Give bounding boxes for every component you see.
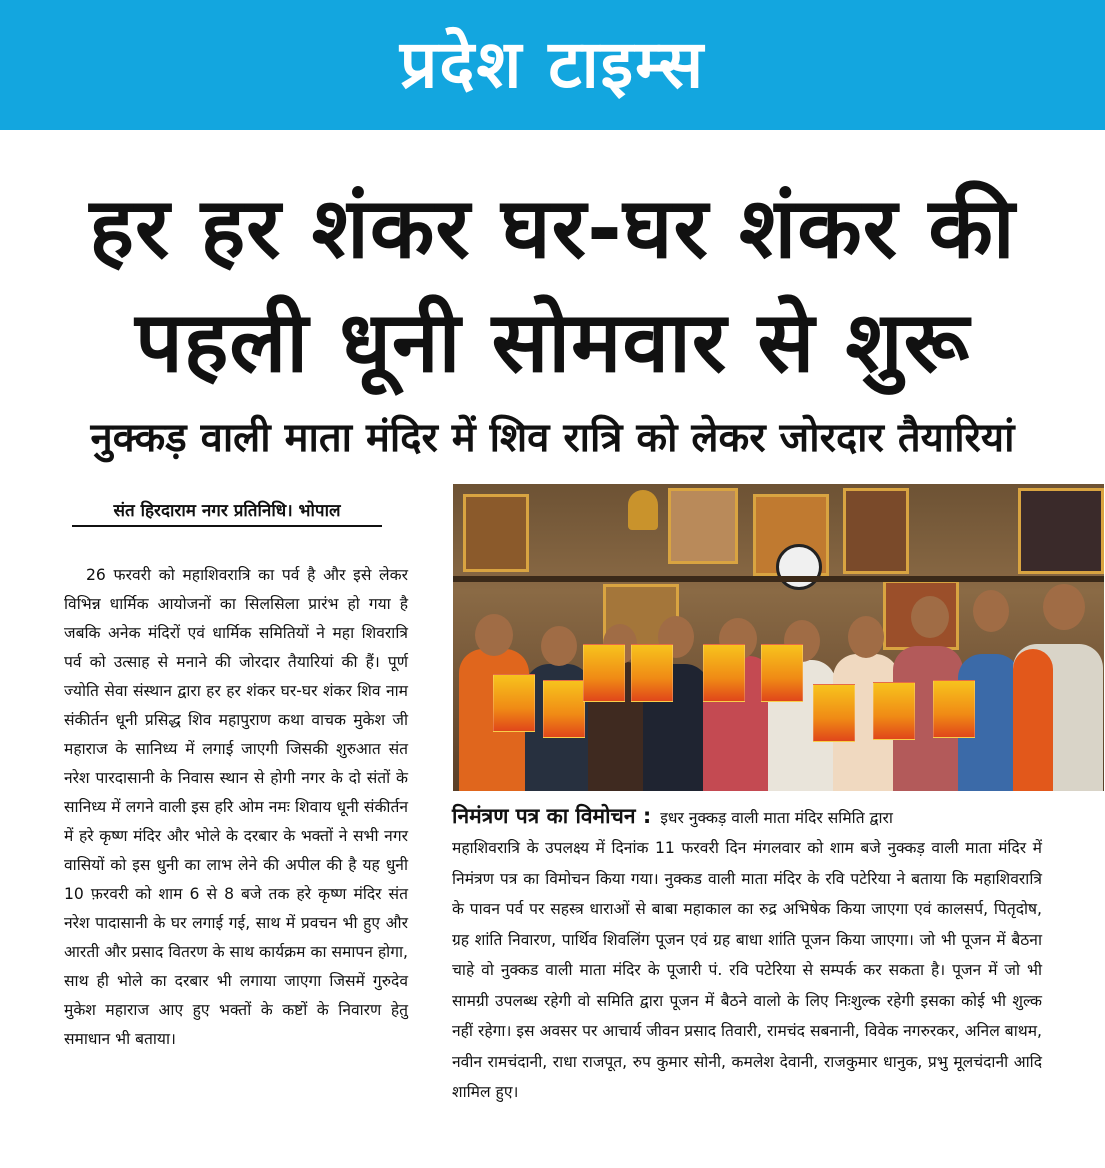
headline-line-1: हर हर शंकर घर-घर शंकर की [89,179,1016,277]
caption-lead-text: इधर नुक्कड़ वाली माता मंदिर समिति द्वारा [660,809,893,827]
headline-line-2: पहली धूनी सोमवार से शुरू [135,293,970,391]
right-article-body: महाशिवरात्रि के उपलक्ष्य में दिनांक 11 फरवरी दिन मंगलवार को शाम बजे नुक्कड़ वाली माता मंदिर में निमंत्रण पत्र का विमोचन किया गया। नुक्कड वाली माता मंदिर के रवि पटेरिया ने बताया कि महाशिवरात्रि के पावन पर्व पर सहस्त्र धाराओं से बाबा महाकाल का रुद्र अभिषेक किया जाएगा एवं कालसर्प, पितृदोष, ग्रह शांति निवारण, पार्थिव शिवलिंग पूजन एवं ग्रह बाधा शांति पूजन किया जाएगा। जो भी पूजन में बैठना चाहे वो नुक्कड वाली माता मंदिर के पूजारी पं. रवि पटेरिया से सम्पर्क कर सकता है। पूजन में जो भी सामग्री उपलब्ध रहेगी वो समिति द्वारा पूजन में बैठने वालो के लिए निःशुल्क रहेगी इसका कोई भी शुल्क नहीं रहेगा। इस अवसर पर आचार्य जीवन प्रसाद तिवारी, रामचंद सबनानी, विवेक नगरुरकर, अनिल बाथम, नवीन रामचंदानी, राधा राजपूत, रुप कुमार सोनी, कमलेश देवानी, राजकुमार धानुक, प्रभु मूलचंदानी आदि शामिल हुए। [452,839,1042,1101]
temple-bell [628,490,658,530]
wall-clock [776,544,822,590]
news-photo [453,484,1104,791]
photo-caption [452,801,1092,833]
newspaper-title: प्रदेश टाइम्स [399,26,706,103]
caption-label: निमंत्रण पत्र का विमोचन : [452,804,652,828]
masthead [0,0,1105,130]
subheadline: नुक्कड़ वाली माता मंदिर में शिव रात्रि को लेकर जोरदार तैयारियां [90,415,1015,461]
left-article-body: 26 फरवरी को महाशिवरात्रि का पर्व है और इसे लेकर विभिन्न धार्मिक आयोजनों का सिलसिला प्रारंभ हो गया है जबकि अनेक मंदिरों एवं धार्मिक समितियों ने महा शिवरात्रि पर्व को उत्साह से मनाने की जोरदार तैयारियां की हैं। पूर्ण ज्योति सेवा संस्थान द्वारा हर हर शंकर घर-घर शंकर शिव नाम संकीर्तन धूनी प्रसिद्ध शिव महापुराण कथा वाचक मुकेश जी महाराज के सानिध्य में लगाई जाएगी जिसकी शुरुआत संत नरेश पारदासानी के निवास स्थान से होगी नगर के दो संतों के सानिध्य में लगने वाली इस हरि ओम नमः शिवाय धूनी संकीर्तन में हरे कृष्ण मंदिर और भोले के दरबार के भक्तों ने सभी नगर वासियों को इस धुनी का लाभ लेने की अपील की है यह धुनी 10 फ़रवरी को शाम 6 से 8 बजे तक हरे कृष्ण मंदिर संत नरेश पादासानी के घर लगाई गई, साथ में प्रवचन भी हुए और आरती और प्रसाद वितरण के साथ कार्यक्रम का समापन होगा, साथ ही भोले का दरबार भी लगाया जाएगा जिसमें गुरुदेव मुकेश महाराज आए हुए भक्तों के कष्टों के निवारण हेतु समाधान भी बताया। [64,566,408,1048]
byline: संत हिरदाराम नगर प्रतिनिधि। भोपाल [72,498,382,527]
